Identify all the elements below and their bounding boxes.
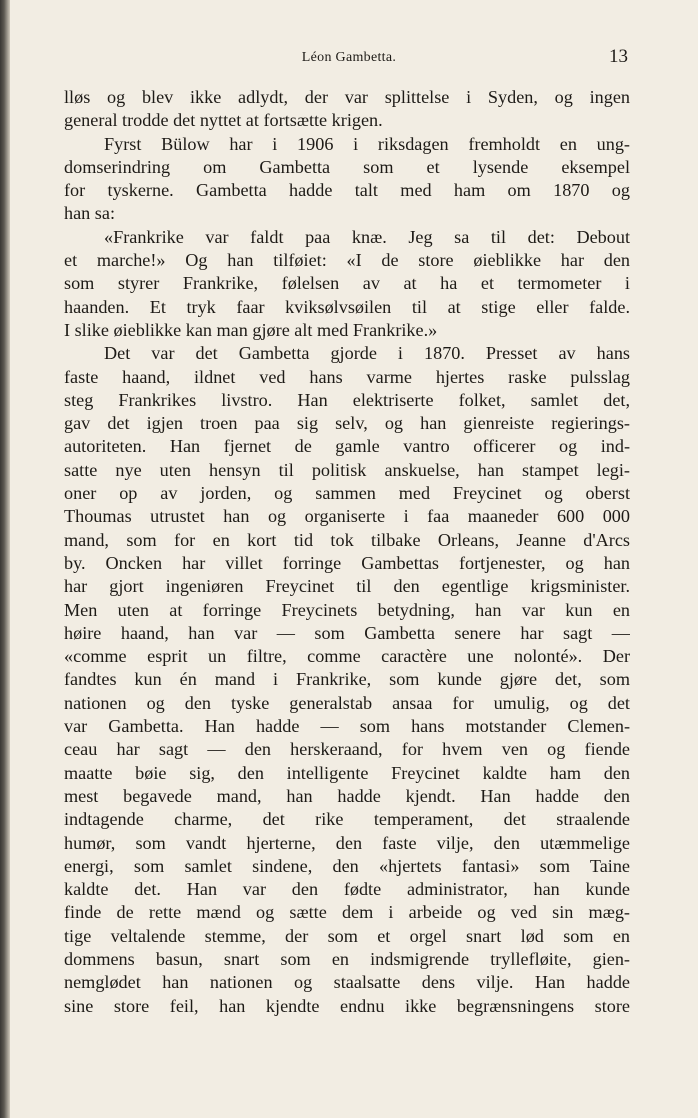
text-line: finde de rette mænd og sætte dem i arbeide og ved sin mæg- — [64, 902, 630, 923]
text-line: energi, som samlet sindene, den «hjertets fantasi» som Taine — [64, 855, 630, 876]
text-line: var Gambetta. Han hadde — som hans motstander Clemen- — [64, 716, 630, 737]
text-line: general trodde det nyttet at fortsætte krigen. — [64, 110, 383, 131]
running-title: Léon Gambetta. — [301, 50, 397, 65]
text-line: som styrer Frankrike, følelsen av at ha et termometer i — [64, 273, 630, 294]
text-line: Men uten at forringe Freycinets betydning, han var kun en — [64, 599, 630, 620]
text-line: Thoumas utrustet han og organiserte i faa maaneder 600 000 — [64, 506, 630, 527]
text-line: sine store feil, han kjendte endnu ikke begrænsningens store — [64, 995, 630, 1016]
text-line: tige veltalende stemme, der som et orgel snart lød som en — [64, 925, 630, 946]
text-line: mand, som for en kort tid tok tilbake Orleans, Jeanne d'Arcs — [64, 529, 630, 550]
text-line: fandtes kun én mand i Frankrike, som kunde gjøre det, som — [64, 669, 630, 690]
text-line: steg Frankrikes livstro. Han elektriserte folket, samlet det, — [64, 389, 630, 410]
text-line: by. Oncken har villet forringe Gambettas fortjenester, og han — [64, 552, 630, 573]
page-number: 13 — [609, 46, 628, 67]
text-line: høire haand, han var — som Gambetta senere har sagt — — [64, 622, 630, 643]
text-line: «Frankrike var faldt paa knæ. Jeg sa til det: Debout — [104, 226, 630, 247]
text-line: autoriteten. Han fjernet de gamle vantro officerer og ind- — [64, 436, 630, 457]
body-text — [64, 86, 630, 1018]
text-line: et marche!» Og han tilføiet: «I de store øieblikke har den — [64, 250, 630, 271]
text-line: faste haand, ildnet ved hans varme hjertes raske pulsslag — [64, 366, 630, 387]
text-line: lløs og blev ikke adlydt, der var splittelse i Syden, og ingen — [64, 87, 630, 107]
text-line: for tyskerne. Gambetta hadde talt med ham om 1870 og — [64, 180, 630, 201]
text-line: han sa: — [64, 203, 116, 224]
text-line: maatte bøie sig, den intelligente Freycinet kaldte ham den — [64, 762, 630, 783]
text-line: dommens basun, snart som en indsmigrende tryllefløite, gien- — [64, 948, 630, 969]
text-line: satte nye uten hensyn til politisk anskuelse, han stampet legi- — [64, 459, 630, 480]
text-line: Fyrst Bülow har i 1906 i riksdagen fremholdt en ung- — [104, 133, 630, 154]
text-line: ceau har sagt — den herskeraand, for hvem ven og fiende — [64, 739, 630, 760]
text-line: gav det igjen troen paa sig selv, og han gienreiste regierings- — [64, 413, 630, 434]
text-line: mest begavede mand, han hadde kjendt. Han hadde den — [64, 785, 630, 806]
text-line: I slike øieblikke kan man gjøre alt med Frankrike.» — [64, 319, 438, 340]
text-line: domserindring om Gambetta som et lysende eksempel — [64, 156, 630, 177]
text-line: haanden. Et tryk faar kviksølvsøilen til at stige eller falde. — [64, 296, 630, 317]
text-line: nemglødet han nationen og staalsatte dens vilje. Han hadde — [64, 972, 630, 993]
text-line: humør, som vandt hjerterne, den faste vilje, den utæmmelige — [64, 832, 630, 853]
text-line: kaldte det. Han var den fødte administrator, han kunde — [64, 879, 630, 900]
text-line: oner op av jorden, og sammen med Freycinet og oberst — [64, 483, 630, 504]
book-spine-edge — [0, 0, 10, 1118]
text-line: nationen og den tyske generalstab ansaa for umulig, og det — [64, 692, 630, 713]
text-line: indtagende charme, det rike temperament, det straalende — [64, 809, 630, 830]
page-header — [0, 46, 698, 70]
text-line: Det var det Gambetta gjorde i 1870. Presset av hans — [104, 343, 630, 364]
text-line: har gjort ingeniøren Freycinet til den egentlige krigsminister. — [64, 576, 630, 597]
text-line: «comme esprit un filtre, comme caractère une nolonté». Der — [64, 646, 630, 667]
